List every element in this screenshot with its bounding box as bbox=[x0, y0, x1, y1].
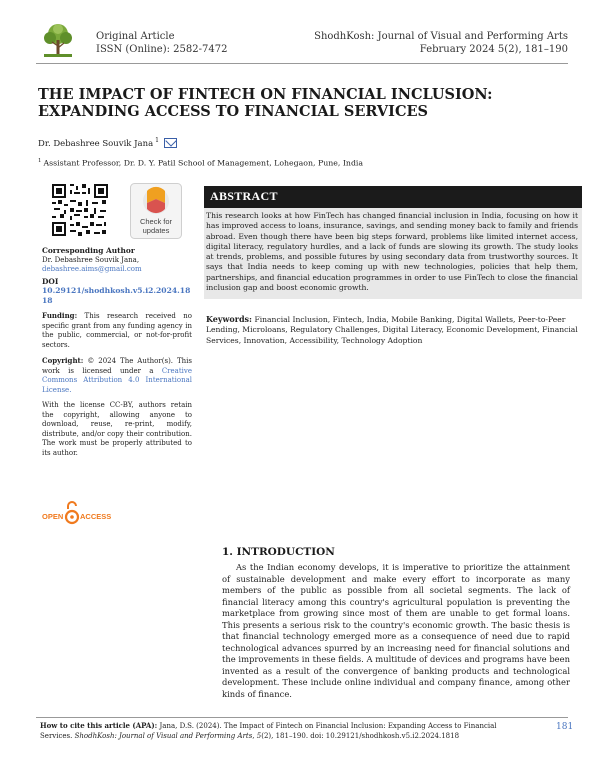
header-left bbox=[96, 30, 227, 56]
abstract-heading-bar bbox=[204, 186, 582, 208]
cite-text: Jana, D.S. (2024). The Impact of Fintech on Financial Inclusion: Expanding Access to Financial Services. bbox=[40, 722, 497, 740]
oa-access-text: ACCESS bbox=[80, 512, 112, 521]
funding-note bbox=[42, 311, 192, 350]
corresponding-author-name: Dr. Debashree Souvik Jana, bbox=[42, 255, 140, 264]
badge-line2: updates bbox=[142, 226, 170, 235]
author-line bbox=[38, 137, 177, 149]
journal-name: ShodhKosh: Journal of Visual and Performing Arts bbox=[314, 31, 568, 42]
copyright-note bbox=[42, 356, 192, 395]
email-icon[interactable] bbox=[164, 138, 177, 148]
keywords-text: Financial Inclusion, Fintech, India, Mobile Banking, Digital Wallets, Peer-to-Peer Lending, Microloans, Regulatory Challenges, Digital Literacy, Economic Development, Financial Services, Innovation, Accessibility, Technology Adoption bbox=[206, 315, 578, 345]
badge-line1: Check for bbox=[139, 217, 173, 226]
footer-divider bbox=[36, 717, 568, 718]
corresponding-author-email[interactable]: debashree.aims@gmail.com bbox=[42, 265, 142, 273]
license-text: With the license CC-BY, authors retain the copyright, allowing anyone to download, reuse, re-print, modify, distribute, and/or copy their contribution. The work must be properly attributed to its author. bbox=[42, 401, 192, 457]
paper-title: THE IMPACT OF FINTECH ON FINANCIAL INCLUSION: EXPANDING ACCESS TO FINANCIAL SERVICES bbox=[38, 86, 493, 120]
article-type: Original Article bbox=[96, 31, 175, 42]
author-sup: 1 bbox=[155, 137, 159, 144]
qr-code-icon bbox=[52, 184, 108, 236]
copyright-heading: Copyright: bbox=[42, 356, 84, 365]
funding-heading: Funding: bbox=[42, 311, 78, 320]
sidebar bbox=[42, 246, 192, 458]
oa-open-text: OPEN bbox=[42, 512, 64, 521]
introduction-text: As the Indian economy develops, it is imperative to prioritize the attainment of sustainable development and make every effort to incorporate as many members of the public as possible from all societal segments. The lack of financial literacy among this country's agricultural population is preventing the marketplace from growing since most of them are unable to get formal loans. This presents a serious risk to the country's economic growth. The basic thesis is that financial technology emerged more as a consequence of need due to rapid technological advances spurred by an increasing need for financial solutions and the improvements in these fields. A multitude of devices and programs have been invented as a result of the convergence of banking products and technological development. These include online individual and company finance, among other kinds of finance. bbox=[222, 562, 570, 700]
keywords bbox=[206, 314, 578, 346]
abstract-text: This research looks at how FinTech has changed financial inclusion in India, focusing on how it has improved access to loans, insurance, savings, and sending money back to family and friends abroad. Even though there have been big steps forward, problems like limited internet access, digital literacy, regulatory hurdles, and a lack of funds are slowing its growth. The study looks at trends, problems, and possible futures by using secondary data from trustworthy sources. It says that India needs to keep coming up with new technologies, policies that help them, partnerships, and financial education programmes in order to use FinTech to close the financial inclusion gap and boost economic growth. bbox=[206, 211, 578, 293]
funding-text: This research received no specific grant from any funding agency in the public, commercial, or not-for-profit sectors. bbox=[42, 312, 192, 349]
open-lock-icon bbox=[66, 502, 78, 523]
page-number: 181 bbox=[556, 722, 574, 732]
abstract-heading: ABSTRACT bbox=[210, 189, 278, 203]
copyright-text: © 2024 The Author(s). This work is licensed under a bbox=[42, 357, 192, 375]
header-divider bbox=[36, 63, 568, 64]
open-access-logo bbox=[42, 500, 122, 528]
keywords-label: Keywords: bbox=[206, 314, 253, 324]
cite-journal: ShodhKosh: Journal of Visual and Performing Arts, 5 bbox=[74, 731, 262, 740]
cite-rest: (2), 181–190. doi: 10.29121/shodhkosh.v5.i2.2024.1818 bbox=[261, 731, 460, 740]
issn: ISSN (Online): 2582-7472 bbox=[96, 44, 228, 55]
doi-link[interactable]: 10.29121/shodhkosh.v5.i2.2024.1818 bbox=[42, 286, 191, 305]
affiliation-sup: 1 bbox=[38, 158, 42, 164]
author-name: Dr. Debashree Souvik Jana bbox=[38, 138, 154, 149]
header-right bbox=[314, 30, 568, 56]
cite-label: How to cite this article (APA): bbox=[40, 721, 158, 730]
journal-issue: February 2024 5(2), 181–190 bbox=[419, 44, 568, 55]
doi-heading: DOI bbox=[42, 276, 59, 286]
citation-footer bbox=[40, 721, 520, 741]
journal-logo-icon bbox=[40, 22, 76, 62]
corresponding-author-heading: Corresponding Author bbox=[42, 246, 135, 255]
affiliation-text: Assistant Professor, Dr. D. Y. Patil School of Management, Lohegaon, Pune, India bbox=[43, 158, 364, 168]
license-link[interactable]: Creative Commons Attribution 4.0 International License. bbox=[42, 366, 192, 394]
affiliation bbox=[38, 158, 363, 168]
introduction-heading: 1. INTRODUCTION bbox=[222, 546, 335, 558]
check-for-updates-badge[interactable] bbox=[130, 183, 182, 239]
